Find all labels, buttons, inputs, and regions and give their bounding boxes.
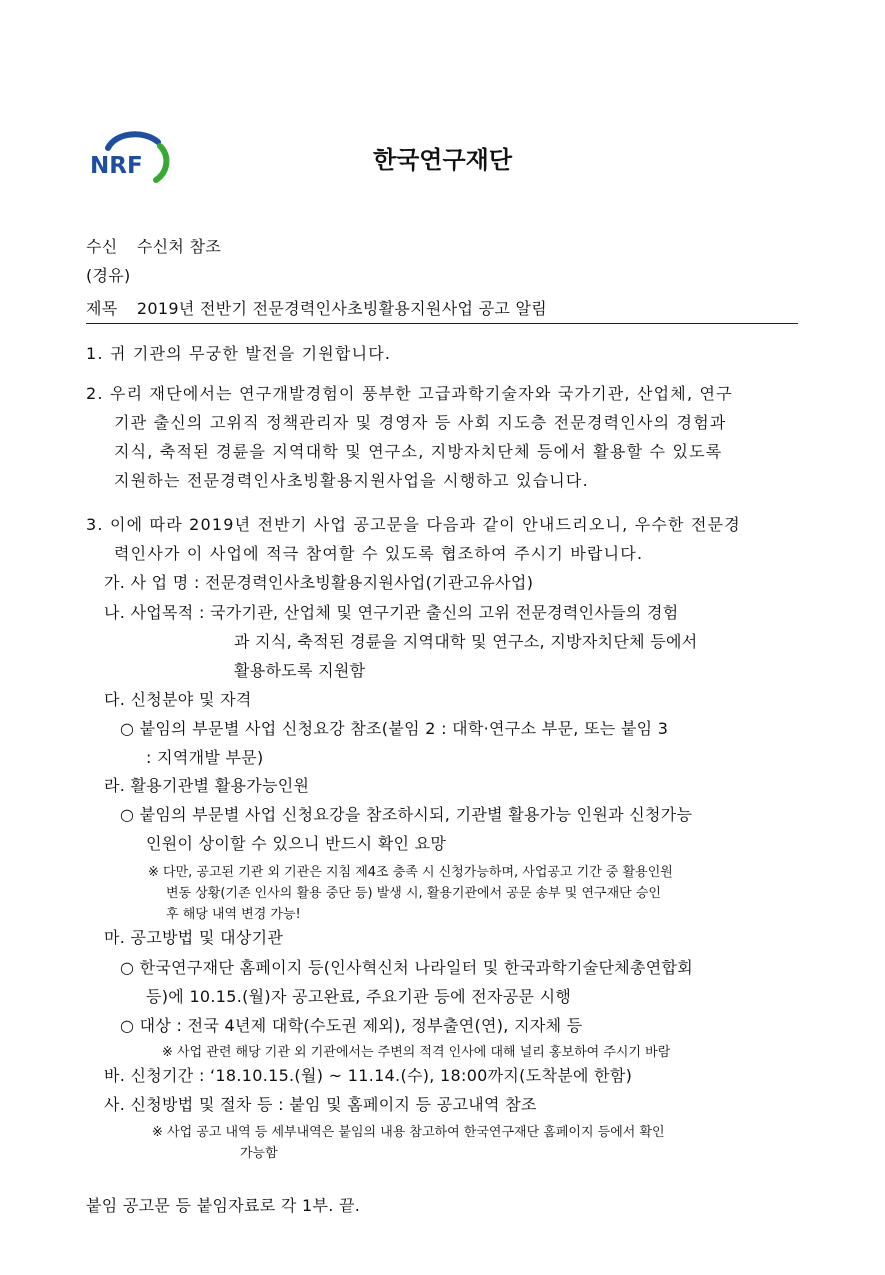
paragraph-2-line-1: 2. 우리 재단에서는 연구개발경험이 풍부한 고급과학기술자와 국가기관, 산업체, 연구 xyxy=(86,384,733,403)
item-sa: 사. 신청방법 및 절차 등 : 붙임 및 홈페이지 등 공고내역 참조 xyxy=(104,1095,537,1114)
recipient-row xyxy=(86,234,221,257)
item-ra-bullet-line-1: ○ 붙임의 부문별 사업 신청요강을 참조하시되, 기관별 활용가능 인원과 신청가능 xyxy=(120,805,693,824)
item-ba: 바. 신청기간 : ‘18.10.15.(월) ~ 11.14.(수), 18:00까지(도착분에 한함) xyxy=(104,1066,633,1085)
item-ma-note: ※ 사업 관련 해당 기관 외 기관에서는 주변의 적격 인사에 대해 널리 홍보하여 주시기 바람 xyxy=(162,1045,671,1060)
item-ma: 마. 공고방법 및 대상기관 xyxy=(104,928,284,947)
attachment-line: 붙임 공고문 등 붙임자료로 각 1부. 끝. xyxy=(86,1196,361,1215)
item-da: 다. 신청분야 및 자격 xyxy=(104,690,252,709)
item-ra-note-line-2: 변동 상황(기존 인사의 활용 중단 등) 발생 시, 활용기관에서 공문 송부 및 연구재단 승인 xyxy=(166,886,661,901)
item-ra-note-line-1: ※ 다만, 공고된 기관 외 기관은 지침 제4조 충족 시 신청가능하며, 사업공고 기간 중 활용인원 xyxy=(148,865,673,880)
item-da-bullet-line-2: : 지역개발 부문) xyxy=(146,748,264,767)
paragraph-3-line-2: 력인사가 이 사업에 적극 참여할 수 있도록 협조하여 주시기 바랍니다. xyxy=(114,544,644,563)
org-name-title: 한국연구재단 xyxy=(372,146,513,174)
item-ma-bullet-1-line-2: 등)에 10.15.(월)자 공고완료, 주요기관 등에 전자공문 시행 xyxy=(146,987,572,1006)
item-ra: 라. 활용기관별 활용가능인원 xyxy=(104,776,310,795)
recipient-value: 수신처 참조 xyxy=(136,237,222,256)
subject-value: 2019년 전반기 전문경력인사초빙활용지원사업 공고 알림 xyxy=(136,299,548,318)
item-na-line-2: 과 지식, 축적된 경륜을 지역대학 및 연구소, 지방자치단체 등에서 xyxy=(234,632,698,651)
paragraph-2-line-3: 지식, 축적된 경륜을 지역대학 및 연구소, 지방자치단체 등에서 활용할 수 있도록 xyxy=(114,442,723,461)
recipient-label: 수신 xyxy=(86,237,118,256)
item-ra-note-line-3: 후 해당 내역 변경 가능! xyxy=(166,907,301,922)
paragraph-2-line-2: 기관 출신의 고위직 정책관리자 및 경영자 등 사회 지도층 전문경력인사의 경험과 xyxy=(114,413,727,432)
logo-text: NRF xyxy=(90,153,143,179)
paragraph-3-line-1: 3. 이에 따라 2019년 전반기 사업 공고문을 다음과 같이 안내드리오니, 우수한 전문경 xyxy=(86,515,741,534)
item-sa-note-line-2: 가능함 xyxy=(240,1146,278,1161)
subject-row xyxy=(86,296,547,319)
item-ma-bullet-1-line-1: ○ 한국연구재단 홈페이지 등(인사혁신처 나라일터 및 한국과학기술단체총연합회 xyxy=(120,958,694,977)
paragraph-2-line-4: 지원하는 전문경력인사초빙활용지원사업을 시행하고 있습니다. xyxy=(114,471,589,490)
header-divider xyxy=(86,323,798,324)
item-ga: 가. 사 업 명 : 전문경력인사초빙활용지원사업(기관고유사업) xyxy=(104,573,534,592)
item-na-line-3: 활용하도록 지원함 xyxy=(234,661,366,680)
item-da-bullet-line-1: ○ 붙임의 부문별 사업 신청요강 참조(붙임 2 : 대학·연구소 부문, 또는 붙임 3 xyxy=(120,719,669,738)
paragraph-1: 1. 귀 기관의 무궁한 발전을 기원합니다. xyxy=(86,344,392,363)
subject-label: 제목 xyxy=(86,299,118,318)
via-row: (경유) xyxy=(86,266,131,285)
item-ra-bullet-line-2: 인원이 상이할 수 있으니 반드시 확인 요망 xyxy=(146,834,447,853)
item-sa-note-line-1: ※ 사업 공고 내역 등 세부내역은 붙임의 내용 참고하여 한국연구재단 홈페이지 등에서 확인 xyxy=(152,1125,665,1140)
item-ma-bullet-2: ○ 대상 : 전국 4년제 대학(수도권 제외), 정부출연(연), 지자체 등 xyxy=(120,1016,583,1035)
item-na-line-1: 나. 사업목적 : 국가기관, 산업체 및 연구기관 출신의 고위 전문경력인사들의 경험 xyxy=(104,603,679,622)
